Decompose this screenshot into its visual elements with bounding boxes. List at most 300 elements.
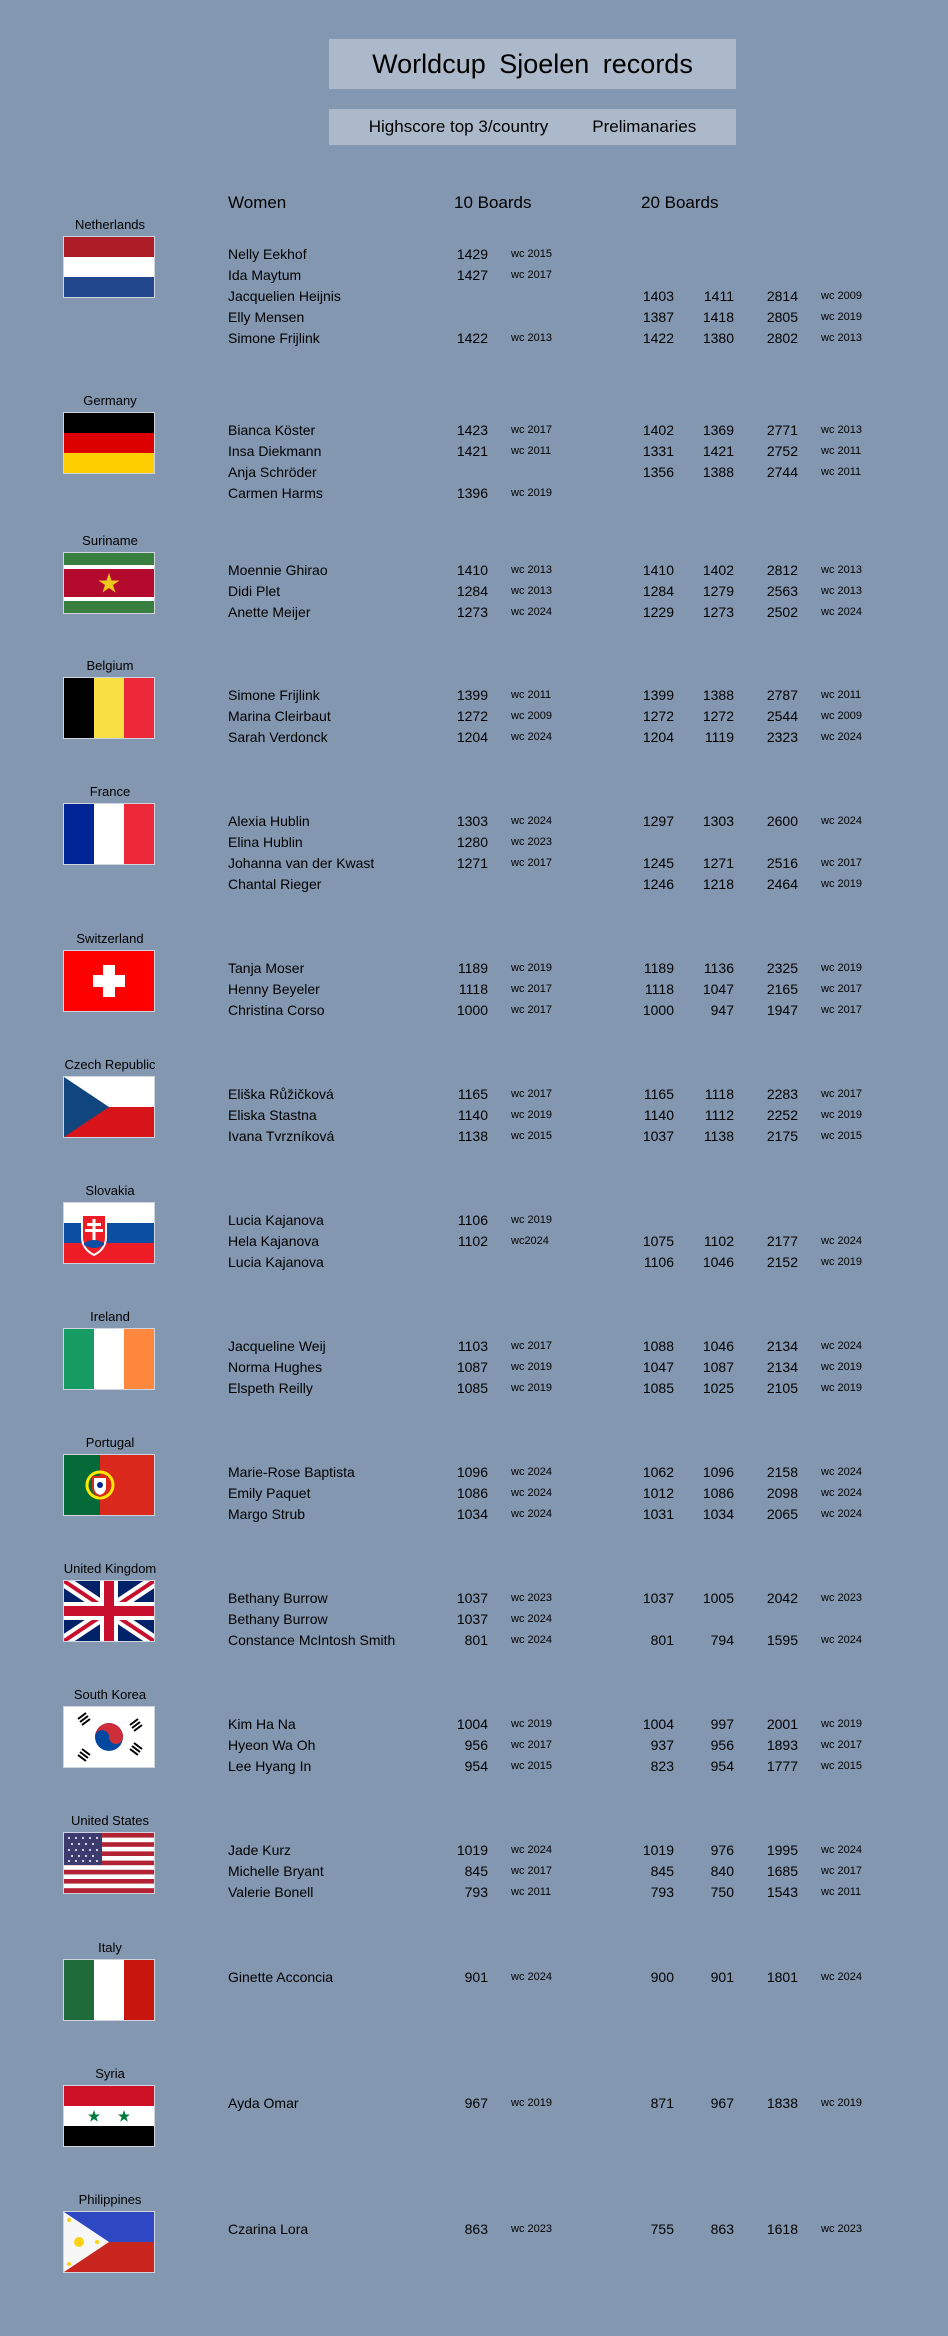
record-row [0,1840,948,1861]
record-row [0,602,948,623]
record-row [0,1882,948,1903]
score-10-boards: 801 [464,1632,488,1648]
score-20-total: 2752 [766,443,798,459]
score-20-second: 967 [710,2095,734,2111]
event-20-boards: wc 2017 [821,1865,862,1877]
player-name: Nelly Eekhof [228,246,307,262]
score-20-total: 2787 [766,687,798,703]
score-20-total: 2001 [766,1716,798,1732]
record-row [0,462,948,483]
country-name: Switzerland [76,931,144,946]
score-20-second: 1086 [702,1485,734,1501]
score-10-boards: 1103 [457,1338,488,1354]
score-10-boards: 1086 [456,1485,488,1501]
score-20-total: 2464 [766,876,798,892]
score-20-second: 1046 [702,1338,734,1354]
page-title: Worldcup Sjoelen records [329,39,736,89]
score-20-second: 901 [710,1969,734,1985]
score-20-first: 1297 [642,813,674,829]
subtitle-right: Prelimanaries [592,117,697,136]
record-row [0,244,948,265]
record-row [0,560,948,581]
event-10-boards: wc 2017 [511,1865,552,1877]
country-name: Italy [98,1940,122,1955]
event-10-boards: wc 2024 [511,1508,552,1520]
event-10-boards: wc 2024 [511,1971,552,1983]
event-10-boards: wc 2023 [511,1592,552,1604]
player-name: Henny Beyeler [228,981,320,997]
event-10-boards: wc 2015 [511,248,552,260]
score-20-second: 954 [710,1758,734,1774]
country-name: Slovakia [85,1183,135,1198]
record-row [0,811,948,832]
score-20-first: 1075 [642,1233,674,1249]
score-20-total: 1543 [766,1884,798,1900]
record-row [0,2093,948,2114]
event-20-boards: wc 2009 [821,710,862,722]
event-20-boards: wc 2024 [821,1971,862,1983]
event-20-boards: wc 2015 [821,1760,862,1772]
event-20-boards: wc 2024 [821,606,862,618]
score-20-first: 1088 [642,1338,674,1354]
score-10-boards: 1423 [456,422,488,438]
score-10-boards: 1037 [456,1611,488,1627]
score-20-first: 1189 [643,960,674,976]
player-name: Lee Hyang In [228,1758,312,1774]
country-name: Syria [95,2066,125,2081]
player-name: Lucia Kajanova [228,1212,324,1228]
score-20-second: 863 [710,2221,734,2237]
player-name: Jade Kurz [228,1842,292,1858]
score-20-second: 1138 [703,1128,734,1144]
score-10-boards: 1427 [456,267,488,283]
player-name: Tanja Moser [228,960,305,976]
event-20-boards: wc 2013 [821,424,862,436]
score-20-total: 2177 [766,1233,798,1249]
score-20-second: 997 [710,1716,734,1732]
score-10-boards: 1399 [456,687,488,703]
score-20-second: 1046 [702,1254,734,1270]
record-row [0,1000,948,1021]
player-name: Eliska Stastna [228,1107,317,1123]
score-20-first: 1410 [642,562,674,578]
event-10-boards: wc 2013 [511,564,552,576]
event-10-boards: wc 2019 [511,1718,552,1730]
event-20-boards: wc 2024 [821,1466,862,1478]
event-20-boards: wc 2019 [821,962,862,974]
score-10-boards: 1106 [457,1212,488,1228]
score-20-total: 2042 [766,1590,798,1606]
player-name: Jacqueline Weij [228,1338,326,1354]
country-name: Czech Republic [64,1057,156,1072]
header-women: Women [228,193,287,212]
score-20-second: 1388 [702,464,734,480]
score-10-boards: 845 [464,1863,488,1879]
player-name: Hyeon Wa Oh [228,1737,316,1753]
player-name: Simone Frijlink [228,687,320,703]
score-10-boards: 793 [464,1884,488,1900]
score-10-boards: 1087 [456,1359,488,1375]
score-10-boards: 1410 [456,562,488,578]
player-name: Kim Ha Na [228,1716,296,1732]
event-10-boards: wc 2011 [511,689,552,701]
country-name: United Kingdom [63,1561,157,1576]
record-row [0,1630,948,1651]
score-20-second: 1096 [702,1464,734,1480]
score-20-first: 1422 [642,330,674,346]
score-20-first: 1272 [642,708,674,724]
score-20-total: 2134 [766,1338,798,1354]
score-20-second: 1272 [702,708,734,724]
event-20-boards: wc 2011 [821,466,862,478]
country-name: Philippines [78,2192,142,2207]
score-20-total: 1777 [766,1758,798,1774]
score-20-second: 1418 [702,309,734,325]
score-10-boards: 1019 [456,1842,488,1858]
event-20-boards: wc 2013 [821,332,862,344]
event-10-boards: wc 2019 [511,1214,552,1226]
record-row [0,727,948,748]
score-20-first: 1000 [642,1002,674,1018]
score-20-first: 1403 [642,288,674,304]
event-10-boards: wc 2017 [511,424,552,436]
record-row [0,1210,948,1231]
score-10-boards: 1034 [456,1506,488,1522]
record-row [0,1252,948,1273]
score-20-total: 2252 [766,1107,798,1123]
score-20-first: 1229 [642,604,674,620]
score-20-first: 1012 [642,1485,674,1501]
event-20-boards: wc 2013 [821,585,862,597]
event-10-boards: wc 2024 [511,731,552,743]
player-name: Insa Diekmann [228,443,322,459]
score-20-second: 1102 [703,1233,734,1249]
score-20-total: 2165 [766,981,798,997]
score-10-boards: 1396 [456,485,488,501]
score-20-first: 1245 [642,855,674,871]
country-name: Portugal [85,1435,135,1450]
score-10-boards: 1272 [456,708,488,724]
score-20-first: 1031 [642,1506,674,1522]
score-10-boards: 1118 [458,981,488,997]
record-row [0,307,948,328]
player-name: Marie-Rose Baptista [228,1464,355,1480]
score-10-boards: 1096 [456,1464,488,1480]
score-20-total: 2771 [766,422,798,438]
player-name: Jacquelien Heijnis [228,288,341,304]
event-10-boards: wc 2011 [511,445,552,457]
score-20-first: 1019 [642,1842,674,1858]
player-name: Margo Strub [228,1506,306,1522]
event-10-boards: wc 2023 [511,836,552,848]
player-name: Moennie Ghirao [228,562,328,578]
player-name: Constance McIntosh Smith [228,1632,396,1648]
event-10-boards: wc 2024 [511,815,552,827]
country-name: United States [70,1813,150,1828]
player-name: Lucia Kajanova [228,1254,324,1270]
player-name: Carmen Harms [228,485,323,501]
score-20-second: 1136 [703,960,734,976]
score-20-first: 900 [650,1969,674,1985]
player-name: Johanna van der Kwast [228,855,375,871]
header-10-boards: 10 Boards [454,193,532,212]
record-row [0,483,948,504]
record-row [0,1336,948,1357]
score-20-first: 1037 [642,1128,674,1144]
score-20-total: 2516 [766,855,798,871]
record-row [0,420,948,441]
score-20-second: 976 [710,1842,734,1858]
record-row [0,1462,948,1483]
event-20-boards: wc 2019 [821,311,862,323]
country-name: Germany [83,393,137,408]
event-20-boards: wc 2019 [821,878,862,890]
player-name: Michelle Bryant [228,1863,324,1879]
country-name: Ireland [90,1309,130,1324]
header-20-boards: 20 Boards [641,193,719,212]
record-row [0,1756,948,1777]
score-20-second: 1271 [702,855,734,871]
event-20-boards: wc 2011 [821,1886,862,1898]
country-name: Belgium [86,658,134,673]
event-10-boards: wc 2011 [511,1886,552,1898]
event-20-boards: wc 2011 [821,445,862,457]
player-name: Elspeth Reilly [228,1380,313,1396]
score-20-second: 1112 [704,1107,734,1123]
event-10-boards: wc 2017 [511,1004,552,1016]
player-name: Norma Hughes [228,1359,323,1375]
record-row [0,441,948,462]
player-name: Christina Corso [228,1002,325,1018]
player-name: Anja Schröder [228,464,317,480]
event-20-boards: wc 2009 [821,290,862,302]
event-20-boards: wc 2024 [821,1340,862,1352]
score-20-first: 1140 [643,1107,674,1123]
record-row [0,1105,948,1126]
score-20-total: 1595 [766,1632,798,1648]
score-20-first: 1331 [642,443,674,459]
score-20-first: 1004 [642,1716,674,1732]
score-20-total: 1893 [766,1737,798,1753]
record-row [0,706,948,727]
player-name: Ida Maytum [228,267,302,283]
record-row [0,1504,948,1525]
event-10-boards: wc 2024 [511,1613,552,1625]
event-20-boards: wc 2011 [821,689,862,701]
country-name: France [89,784,131,799]
score-20-first: 1106 [643,1254,674,1270]
event-20-boards: wc 2019 [821,1256,862,1268]
score-10-boards: 1303 [456,813,488,829]
player-name: Elly Mensen [228,309,305,325]
record-row [0,1735,948,1756]
score-20-first: 1246 [642,876,674,892]
player-name: Elina Hublin [228,834,303,850]
score-20-total: 2814 [766,288,798,304]
player-name: Alexia Hublin [228,813,310,829]
score-10-boards: 1284 [456,583,488,599]
score-10-boards: 954 [464,1758,488,1774]
event-10-boards: wc 2017 [511,1088,552,1100]
score-10-boards: 1004 [456,1716,488,1732]
score-20-second: 1411 [703,288,734,304]
event-10-boards: wc 2015 [511,1130,552,1142]
score-20-second: 1279 [702,583,734,599]
score-20-second: 1047 [702,981,734,997]
event-10-boards: wc 2019 [511,1361,552,1373]
score-10-boards: 901 [464,1969,488,1985]
score-10-boards: 1422 [456,330,488,346]
event-20-boards: wc 2019 [821,1718,862,1730]
player-name: Anette Meijer [228,604,311,620]
player-name: Ivana Tvrzníková [228,1128,335,1144]
score-20-total: 2805 [766,309,798,325]
event-10-boards: wc 2024 [511,606,552,618]
score-20-first: 1037 [642,1590,674,1606]
score-20-total: 1685 [766,1863,798,1879]
score-10-boards: 863 [464,2221,488,2237]
event-20-boards: wc 2017 [821,983,862,995]
score-20-second: 1034 [702,1506,734,1522]
record-row [0,1378,948,1399]
score-10-boards: 1421 [456,443,488,459]
record-row [0,832,948,853]
event-10-boards: wc 2019 [511,1109,552,1121]
score-10-boards: 1280 [456,834,488,850]
event-20-boards: wc 2019 [821,1361,862,1373]
player-name: Hela Kajanova [228,1233,320,1249]
event-20-boards: wc 2024 [821,731,862,743]
score-10-boards: 1165 [457,1086,488,1102]
event-20-boards: wc 2024 [821,1844,862,1856]
record-row [0,1084,948,1105]
score-20-total: 1947 [766,1002,798,1018]
event-10-boards: wc 2017 [511,983,552,995]
player-name: Eliška Růžičková [228,1086,334,1102]
score-10-boards: 1085 [456,1380,488,1396]
score-20-second: 1118 [704,1086,734,1102]
score-10-boards: 1000 [456,1002,488,1018]
score-20-total: 2158 [766,1464,798,1480]
score-20-first: 1402 [642,422,674,438]
event-10-boards: wc 2017 [511,1340,552,1352]
event-10-boards: wc 2019 [511,487,552,499]
score-20-first: 1047 [642,1359,674,1375]
record-row [0,1609,948,1630]
event-10-boards: wc 2023 [511,2223,552,2235]
score-20-first: 1204 [642,729,674,745]
score-20-total: 2744 [766,464,798,480]
score-20-second: 750 [710,1884,734,1900]
score-20-second: 1402 [702,562,734,578]
event-20-boards: wc 2024 [821,1235,862,1247]
record-row [0,581,948,602]
country-name: Suriname [82,533,138,548]
score-20-total: 2105 [766,1380,798,1396]
event-10-boards: wc 2019 [511,962,552,974]
score-20-total: 2283 [766,1086,798,1102]
score-20-second: 1025 [702,1380,734,1396]
score-20-total: 2152 [766,1254,798,1270]
event-10-boards: wc 2024 [511,1634,552,1646]
event-20-boards: wc 2023 [821,1592,862,1604]
score-20-second: 1087 [702,1359,734,1375]
record-row [0,958,948,979]
score-20-total: 2323 [766,729,798,745]
player-name: Ayda Omar [228,2095,299,2111]
record-row [0,286,948,307]
score-20-first: 793 [650,1884,674,1900]
event-10-boards: wc 2013 [511,585,552,597]
score-20-second: 1421 [702,443,734,459]
record-row [0,685,948,706]
event-20-boards: wc 2017 [821,1004,862,1016]
score-20-second: 1273 [702,604,734,620]
score-20-second: 794 [710,1632,734,1648]
score-10-boards: 1189 [457,960,488,976]
score-20-first: 845 [650,1863,674,1879]
score-20-total: 2098 [766,1485,798,1501]
score-20-second: 840 [710,1863,734,1879]
event-10-boards: wc 2024 [511,1487,552,1499]
player-name: Chantal Rieger [228,876,322,892]
event-20-boards: wc 2019 [821,1109,862,1121]
score-20-total: 2134 [766,1359,798,1375]
country-name: South Korea [73,1687,147,1702]
player-name: Didi Plet [228,583,281,599]
event-20-boards: wc 2024 [821,815,862,827]
event-10-boards: wc 2017 [511,1739,552,1751]
score-10-boards: 1140 [457,1107,488,1123]
record-row [0,874,948,895]
score-10-boards: 1429 [456,246,488,262]
score-20-first: 1399 [642,687,674,703]
score-20-total: 2802 [766,330,798,346]
score-20-first: 937 [650,1737,674,1753]
subtitle-bar [329,109,736,145]
record-row [0,1967,948,1988]
event-20-boards: wc 2015 [821,1130,862,1142]
score-20-second: 1119 [704,729,734,745]
event-20-boards: wc 2017 [821,857,862,869]
record-row [0,1126,948,1147]
event-20-boards: wc 2024 [821,1487,862,1499]
score-20-first: 1085 [642,1380,674,1396]
event-20-boards: wc 2023 [821,2223,862,2235]
player-name: Bethany Burrow [228,1590,328,1606]
score-20-total: 2175 [766,1128,798,1144]
score-20-total: 1838 [766,2095,798,2111]
score-10-boards: 1037 [456,1590,488,1606]
record-row [0,1231,948,1252]
score-20-total: 2563 [766,583,798,599]
player-name: Emily Paquet [228,1485,311,1501]
player-name: Bianca Köster [228,422,316,438]
event-10-boards: wc 2019 [511,1382,552,1394]
country-name: Netherlands [74,217,146,232]
event-10-boards: wc 2024 [511,1466,552,1478]
score-20-total: 1801 [766,1969,798,1985]
record-row [0,265,948,286]
score-20-first: 1356 [642,464,674,480]
score-20-second: 1380 [702,330,734,346]
record-row [0,328,948,349]
player-name: Valerie Bonell [228,1884,314,1900]
score-20-second: 1218 [702,876,734,892]
event-20-boards: wc 2024 [821,1634,862,1646]
score-20-total: 1995 [766,1842,798,1858]
score-10-boards: 1102 [457,1233,488,1249]
